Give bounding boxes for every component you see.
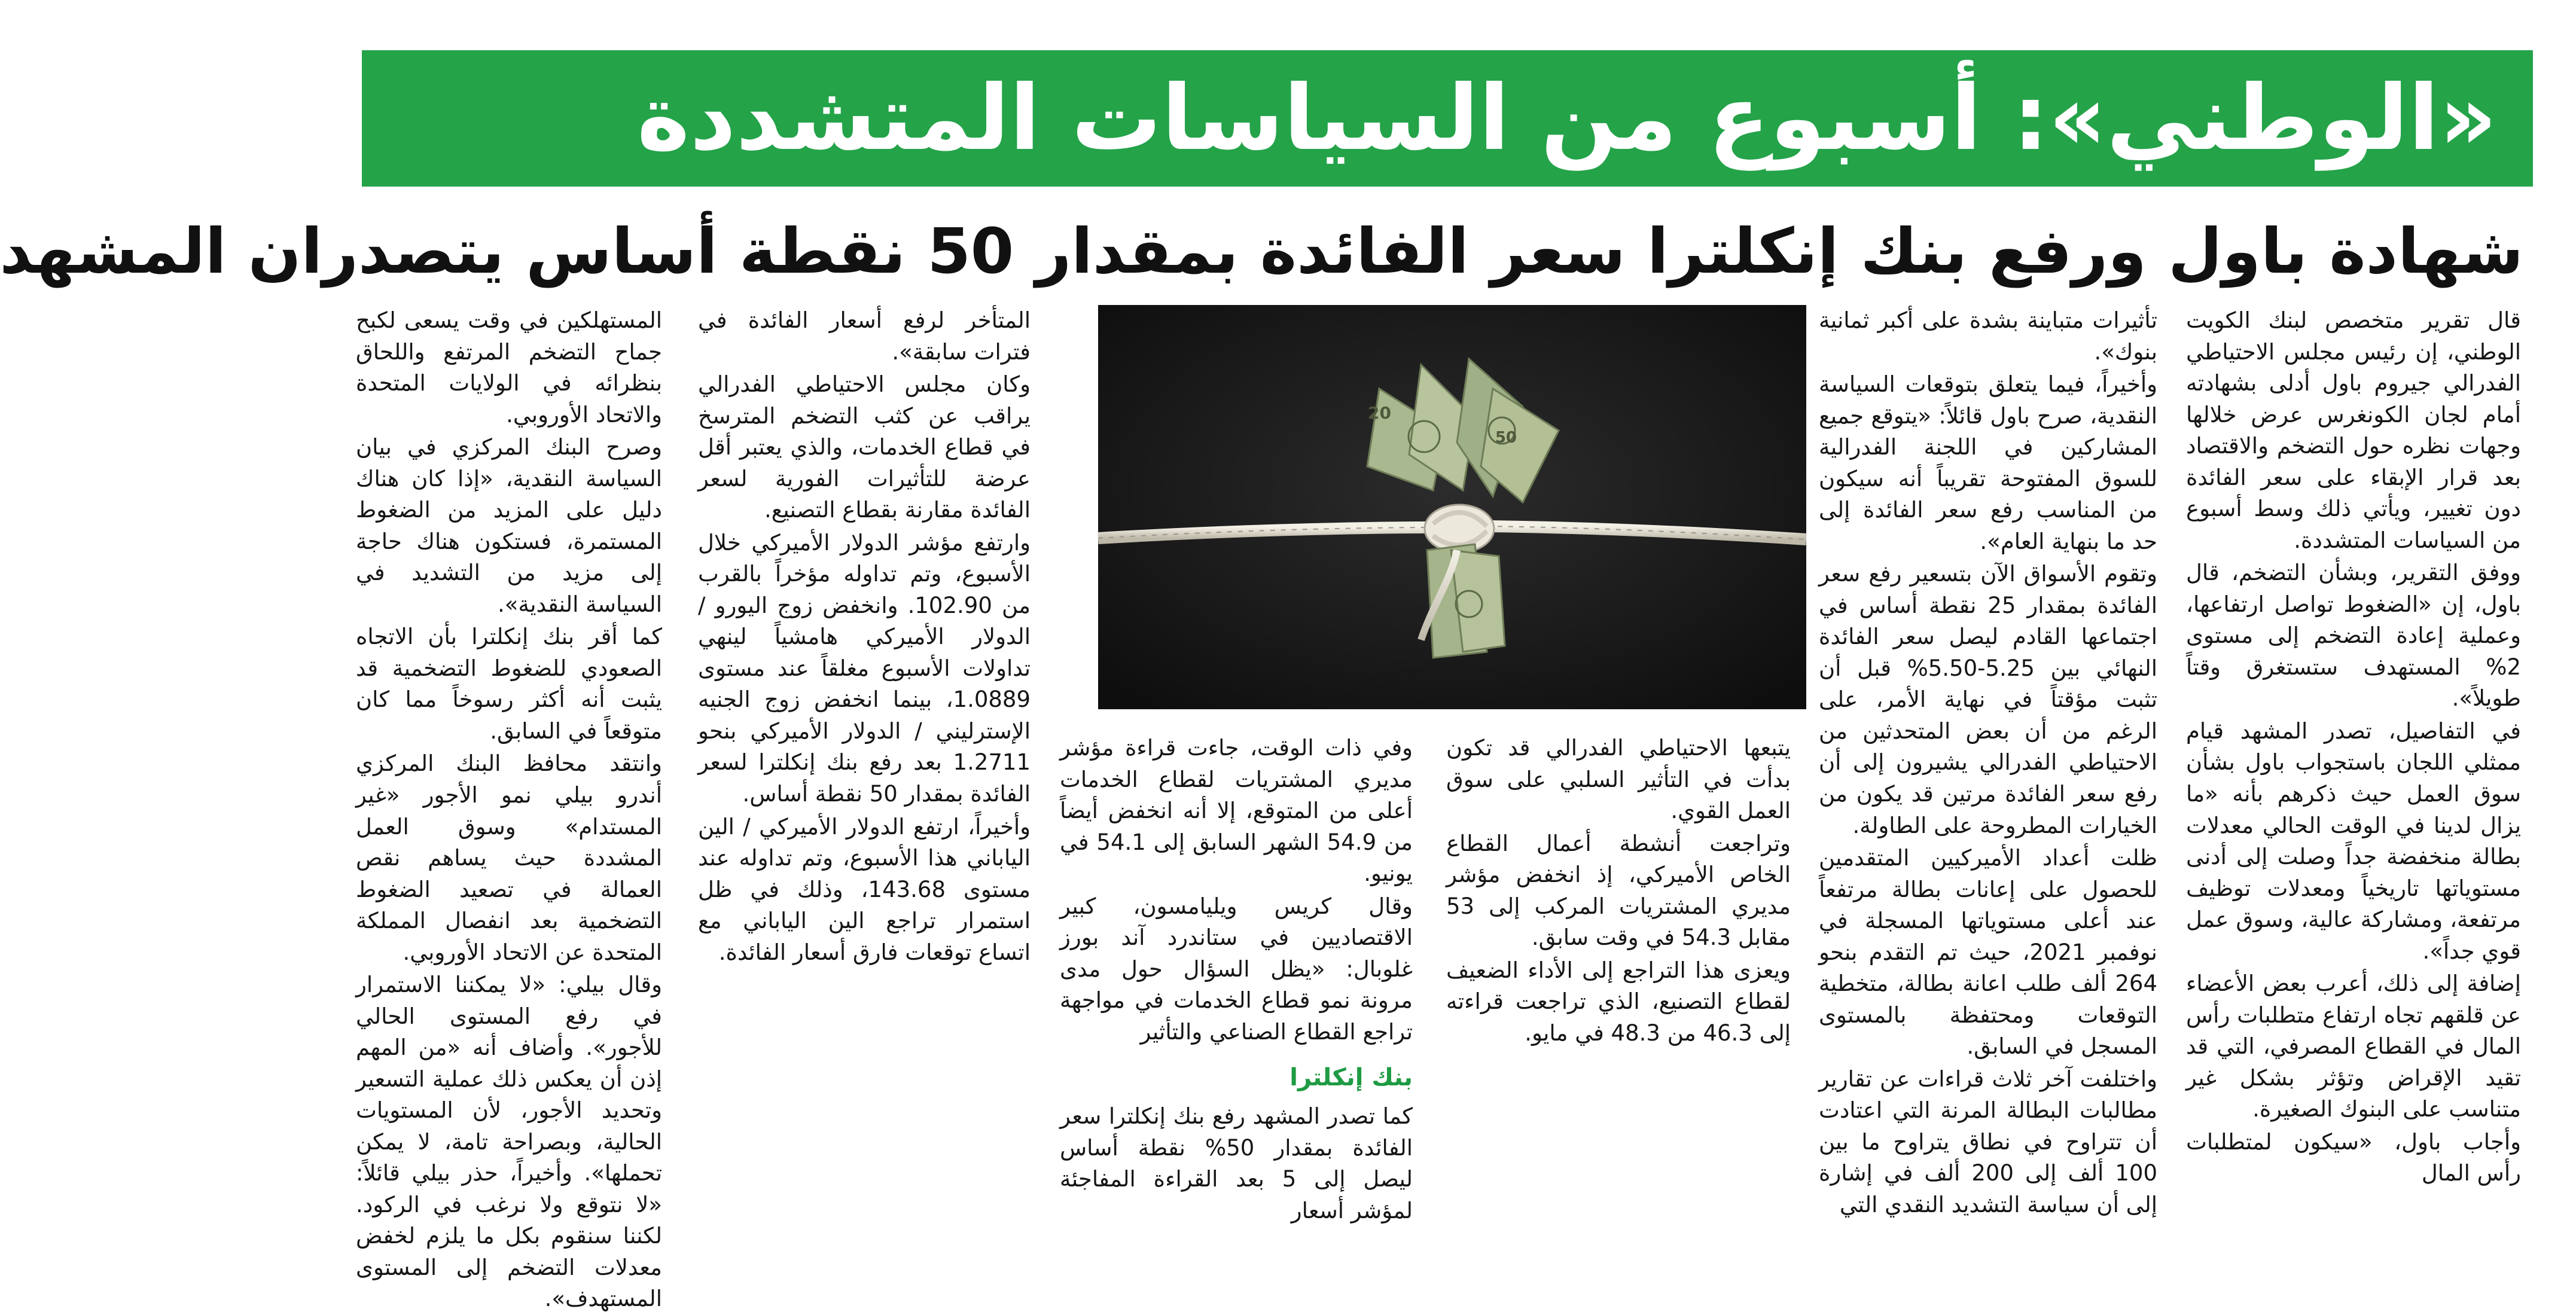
paragraph: وانتقد محافظ البنك المركزي أندرو بيلي نمو الأجور «غير المستدام» وسوق العمل المشددة حيث يساهم نقص العمالة في تصعيد الضغوط التضخمية بعد انفصال المملكة المتحدة عن الاتحاد الأوروبي. [356, 750, 662, 965]
paragraph: في التفاصيل، تصدر المشهد قيام ممثلي اللجان باستجواب باول بشأن سوق العمل حيث ذكرهم بأنه «ما يزال لدينا في الوقت الحالي معدلات بطالة منخفضة جداً وصلت إلى أدنى مستوياتها تاريخياً ومعدلات توظيف مرتفعة، ومشاركة عالية، وسوق عمل قوي جداً». [2186, 718, 2521, 964]
paragraph: ويعزى هذا التراجع إلى الأداء الضعيف لقطاع التصنيع، الذي تراجعت قراءته إلى 46.3 من 48.3 في مايو. [1446, 957, 1791, 1046]
article-column-4 [1060, 733, 1413, 1224]
paragraph: قال تقرير متخصص لبنك الكويت الوطني، إن رئيس مجلس الاحتياطي الفدرالي جيروم باول أدلى بشهادته أمام لجان الكونغرس عرض خلالها وجهات نظره حول التضخم والاقتصاد بعد قرار الإبقاء على سعر الفائدة دون تغيير، ويأتي ذلك وسط أسبوع من السياسات المتشددة. [2186, 307, 2521, 553]
headline-title: «الوطني»: أسبوع من السياسات المتشددة [636, 66, 2497, 170]
paragraph: يتبعها الاحتياطي الفدرالي قد تكون بدأت في التأثير السلبي على سوق العمل القوي. [1446, 735, 1791, 824]
svg-text:50: 50 [1495, 429, 1517, 447]
paragraph: وقال بيلي: «لا يمكننا الاستمرار في رفع المستوى الحالي للأجور». وأضاف أنه «من المهم إذن أن يعكس ذلك عملية التسعير وتحديد الأجور، لأن المستويات الحالية، وبصراحة تامة، لا يمكن تحملها». وأخيراً، حذر بيلي قائلاً: «لا نتوقع ولا نرغب في الركود. لكننا سنقوم بكل ما يلزم لخفض معدلات التضخم إلى المستوى المستهدف». [356, 972, 662, 1312]
paragraph: تأثيرات متباينة بشدة على أكبر ثمانية بنوك». [1819, 307, 2157, 365]
article-column-5 [698, 305, 1031, 987]
paragraph: المستهلكين في وقت يسعى لكبح جماح التضخم المرتفع واللحاق بنظرائه في الولايات المتحدة والاتحاد الأوروبي. [356, 307, 662, 428]
paragraph: وتراجعت أنشطة أعمال القطاع الخاص الأميركي، إذ انخفض مؤشر مديري المشتريات المركب إلى 53 مقابل 54.3 في وقت سابق. [1446, 830, 1791, 951]
paragraph: وأجاب باول، «سيكون لمتطلبات رأس المال [2186, 1128, 2521, 1186]
paragraph: وقال كريس ويليامسون، كبير الاقتصاديين في ستاندرد آند بورز غلوبال: «يظل السؤال حول مدى مرونة نمو قطاع الخدمات في مواجهة تراجع القطاع الصناعي والتأثير [1060, 893, 1413, 1045]
paragraph: واختلفت آخر ثلاث قراءات عن تقارير مطالبات البطالة المرنة التي اعتادت أن تتراوح في نطاق يتراوح ما بين 100 ألف إلى 200 ألف في إشارة إلى أن سياسة التشديد النقدي التي [1819, 1066, 2157, 1218]
paragraph: وارتفع مؤشر الدولار الأميركي خلال الأسبوع، وتم تداوله مؤخراً بالقرب من 102.90. وانخفض زوج اليورو / الدولار الأميركي هامشياً لينهي تداولات الأسبوع مغلقاً عند مستوى 1.0889، بينما انخفض زوج الجنيه الإسترليني / الدولار الأميركي بنحو 1.2711 بعد رفع بنك إنكلترا لسعر الفائدة بمقدار 50 نقطة أساس. [698, 529, 1031, 807]
section-heading: بنك إنكلترا [1289, 1064, 1413, 1092]
paragraph: وتقوم الأسواق الآن بتسعير رفع سعر الفائدة بمقدار 25 نقطة أساس في اجتماعها القادم ليصل سعر الفائدة النهائي بين 5.25-5.50% قبل أن تثبت مؤقتاً في نهاية الأمر، على الرغم من أن بعض المتحدثين من الاحتياطي الفدرالي يشيرون إلى أن رفع سعر الفائدة مرتين قد يكون من الخيارات المطروحة على الطاولة. [1819, 561, 2157, 838]
article-column-3 [1446, 733, 1791, 1046]
paragraph: ووفق التقرير، وبشأن التضخم، قال باول، إن «الضغوط تواصل ارتفاعها، وعملية إعادة التضخم إلى مستوى 2% المستهدف ستستغرق وقتاً طويلاً». [2186, 560, 2521, 712]
paragraph: ظلت أعداد الأميركيين المتقدمين للحصول على إعانات بطالة مرتفعاً عند أعلى مستوياتها المسجلة في نوفمبر 2021، حيث تم التقدم بنحو 264 ألف طلب اعانة بطالة، متخطية التوقعات ومحتفظة بالمستوى المسجل في السابق. [1819, 845, 2157, 1060]
headline-banner [362, 50, 2533, 187]
paragraph: وأخيراً، ارتفع الدولار الأميركي / الين الياباني هذا الأسبوع، وتم تداوله عند مستوى 143.68، وذلك في ظل استمرار تراجع الين الياباني مع اتساع توقعات فارق أسعار الفائدة. [698, 813, 1031, 965]
paragraph: كما تصدر المشهد رفع بنك إنكلترا سعر الفائدة بمقدار 50% نقطة أساس ليصل إلى 5 بعد القراءة المفاجئة لمؤشر أسعار [1060, 1103, 1413, 1224]
svg-text:20: 20 [1368, 403, 1391, 423]
paragraph: كما أقر بنك إنكلترا بأن الاتجاه الصعودي للضغوط التضخمية قد يثبت أنه أكثر رسوخاً مما كان متوقعاً في السابق. [356, 624, 662, 744]
paragraph: وكان مجلس الاحتياطي الفدرالي يراقب عن كثب التضخم المترسخ في قطاع الخدمات، والذي يعتبر أقل عرضة للتأثيرات الفورية لسعر الفائدة مقارنة بقطاع التصنيع. [698, 371, 1031, 523]
paragraph: وفي ذات الوقت، جاءت قراءة مؤشر مديري المشتريات لقطاع الخدمات أعلى من المتوقع، إلا أنه انخفض أيضاً من 54.9 الشهر السابق إلى 54.1 في يونيو. [1060, 735, 1413, 887]
subheadline: شهادة باول ورفع بنك إنكلترا سعر الفائدة بمقدار 50 نقطة أساس يتصدران المشهد [0, 215, 2523, 288]
paragraph: وأخيراً، فيما يتعلق بتوقعات السياسة النقدية، صرح باول قائلاً: «يتوقع جميع المشاركين في اللجنة الفدرالية للسوق المفتوحة تقريباً أنه سيكون من المناسب رفع سعر الفائدة إلى حد ما بنهاية العام». [1819, 371, 2157, 554]
paragraph: إضافة إلى ذلك، أعرب بعض الأعضاء عن قلقهم تجاه ارتفاع متطلبات رأس المال في القطاع المصرفي، التي قد تقيد الإقراض وتؤثر بشكل غير متناسب على البنوك الصغيرة. [2186, 971, 2521, 1122]
money-tied-with-rope-image [1098, 305, 1806, 709]
article-column-6 [356, 305, 662, 1312]
paragraph: وصرح البنك المركزي في بيان السياسة النقدية، «إذا كان هناك دليل على المزيد من الضغوط المستمرة، فستكون هناك حاجة إلى مزيد من التشديد في السياسة النقدية». [356, 434, 662, 617]
paragraph: المتأخر لرفع أسعار الفائدة في فترات سابقة». [698, 307, 1031, 365]
article-column-2 [1819, 305, 2157, 1218]
article-column-1 [2186, 305, 2521, 1186]
